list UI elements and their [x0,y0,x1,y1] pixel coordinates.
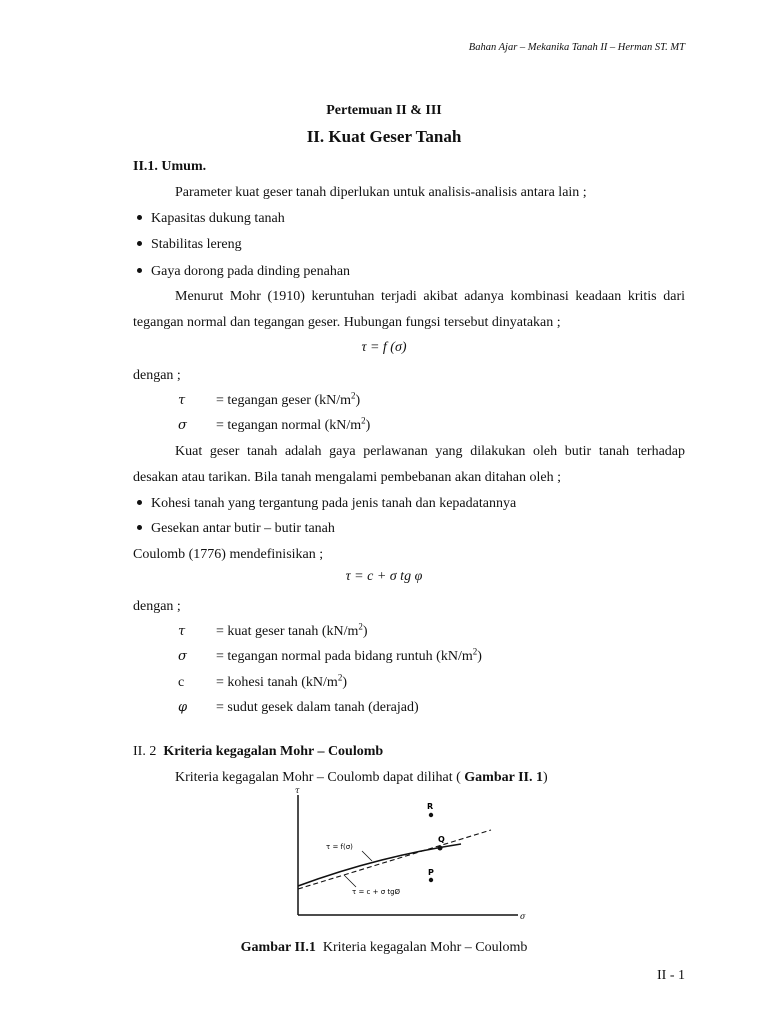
bullet-item: Kapasitas dukung tanah [137,210,285,228]
point-p [429,878,433,882]
point-p-label: P [428,868,434,877]
point-q [438,846,443,851]
bullet-item: Kohesi tanah yang tergantung pada jenis tanah dan kepadatannya [137,495,516,513]
y-axis-label: τ [295,787,300,795]
section2-paragraph: Kriteria kegagalan Mohr – Coulomb dapat dilihat ( Gambar II. 1) [175,770,548,785]
section2-heading: II. 2 Kriteria kegagalan Mohr – Coulomb [133,744,384,759]
definition-row: φ = sudut gesek dalam tanah (derajad) [178,700,419,715]
bullet-item: Gesekan antar butir – butir tanah [137,520,335,538]
figure-caption: Gambar II.1 Kriteria kegagalan Mohr – Coulomb [240,940,528,955]
bullet-item: Stabilitas lereng [137,236,242,254]
point-r-label: R [427,802,434,811]
formula-coulomb: τ = c + σ tg φ [345,569,423,584]
mohr-paragraph-line1: Menurut Mohr (1910) keruntuhan terjadi akibat adanya kombinasi keadaan kritis dari [175,289,685,304]
bullet-item: Gaya dorong pada dinding penahan [137,263,350,281]
bullet-dot [137,525,142,530]
bullet-dot [137,241,142,246]
bullet-dot [137,500,142,505]
coulomb-line [298,830,491,889]
mohr-coulomb-diagram [286,787,532,927]
dengan-label: dengan ; [133,599,181,614]
line-label-leader [344,875,356,887]
definition-row: τ = kuat geser tanah $(kN/m^2)$ [178,621,368,639]
point-q-label: Q [438,835,445,844]
page-number: II - 1 [657,968,685,983]
curve-label: τ = f(σ) [326,843,353,851]
line-label: τ = c + σ tgØ [352,888,401,896]
running-header: Bahan Ajar – Mekanika Tanah II – Herman ST. MT [468,42,685,53]
kuat-geser-line2: desakan atau tarikan. Bila tanah mengalami pembebanan akan ditahan oleh ; [133,470,561,485]
failure-envelope-curve [298,844,461,886]
kuat-geser-line1: Kuat geser tanah adalah gaya perlawanan yang dilakukan oleh butir tanah terhadap [175,444,685,459]
meeting-title: Pertemuan II & III [326,103,442,118]
definition-row: σ = tegangan normal pada bidang runtuh $(kN/m^2)$ [178,646,482,664]
intro-paragraph: Parameter kuat geser tanah diperlukan untuk analisis-analisis antara lain ; [175,185,587,200]
bullet-dot [137,268,142,273]
definition-row: c = kohesi tanah $(kN/m^2)$ [178,672,347,690]
mohr-coulomb-figure [286,787,532,927]
definition-row: σ = tegangan normal $(kN/m^2)$ [178,415,371,433]
dengan-label: dengan ; [133,368,181,383]
curve-label-leader [362,851,372,861]
section1-heading: II.1. Umum. [133,159,207,174]
point-r [429,813,433,817]
bullet-dot [137,215,142,220]
formula-mohr: τ = f (σ) [361,340,407,355]
mohr-paragraph-line2: tegangan normal dan tegangan geser. Hubungan fungsi tersebut dinyatakan ; [133,315,561,330]
definition-row: τ = tegangan geser $(kN/m^2)$ [178,390,361,408]
x-axis-label: σ [520,912,526,921]
coulomb-line: Coulomb (1776) mendefinisikan ; [133,547,324,562]
chapter-title: II. Kuat Geser Tanah [306,127,462,146]
